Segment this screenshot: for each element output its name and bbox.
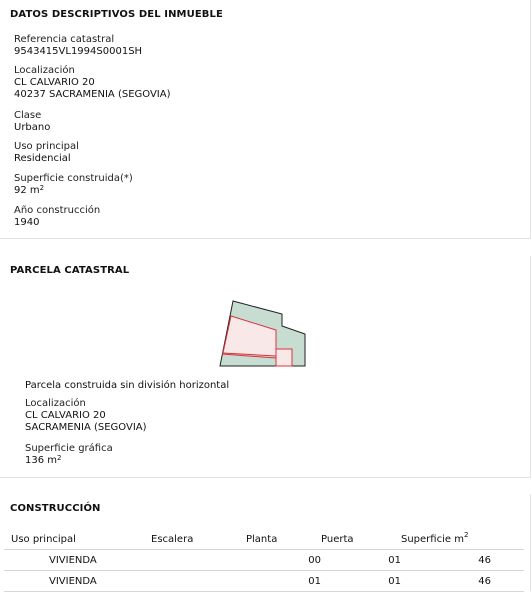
header-planta: Planta [246, 529, 321, 550]
parcela-superficie-value-wrap [25, 455, 113, 467]
cell-spacer [491, 550, 524, 571]
header-uso: Uso principal [4, 529, 151, 550]
parcela-localizacion-label: Localización [25, 398, 86, 409]
parcela-localizacion-field [25, 398, 147, 434]
cell-puerta: 01 [321, 571, 401, 592]
header-spacer [491, 529, 524, 550]
superficie-field [14, 173, 133, 197]
cell-planta: 01 [246, 571, 321, 592]
superficie-unit-sup: 2 [39, 184, 45, 192]
header-superficie [401, 529, 491, 550]
anio-label: Año construcción [14, 205, 101, 216]
header-superficie-label: Superficie m [401, 533, 464, 545]
superficie-label: Superficie construida(*) [14, 173, 133, 184]
cell-planta: 00 [246, 550, 321, 571]
parcela-tipo-field [25, 380, 229, 392]
referencia-value: 9543415VL1994S0001SH [14, 46, 143, 57]
parcela-tipo: Parcela construida sin división horizontal [25, 380, 230, 391]
parcela-localizacion-line2: SACRAMENIA (SEGOVIA) [25, 422, 147, 433]
construccion-table [4, 529, 524, 592]
header-escalera: Escalera [151, 529, 246, 550]
building-small [276, 349, 292, 366]
cell-superficie: 46 [401, 571, 491, 592]
cell-puerta: 01 [321, 550, 401, 571]
datos-descriptivos-title: DATOS DESCRIPTIVOS DEL INMUEBLE [10, 9, 223, 20]
uso-label: Uso principal [14, 141, 79, 152]
header-puerta: Puerta [321, 529, 401, 550]
anio-value: 1940 [14, 217, 40, 228]
parcela-title: PARCELA CATASTRAL [10, 265, 130, 276]
clase-field [14, 110, 50, 134]
clase-value: Urbano [14, 122, 51, 133]
referencia-field [14, 34, 142, 58]
table-row [4, 571, 524, 592]
cell-spacer [491, 571, 524, 592]
superficie-value: 92 m [14, 185, 40, 196]
parcela-superficie-label: Superficie gráfica [25, 443, 113, 454]
construccion-title: CONSTRUCCIÓN [10, 503, 101, 514]
parcela-superficie-value: 136 m [25, 455, 58, 466]
construccion-header-row [4, 529, 524, 550]
parcela-superficie-field [25, 443, 113, 467]
parcela-section [0, 256, 531, 478]
localizacion-field [14, 65, 171, 101]
referencia-label: Referencia catastral [14, 34, 115, 45]
anio-field [14, 205, 100, 229]
parcela-localizacion-line1: CL CALVARIO 20 [25, 410, 106, 421]
cell-escalera [151, 571, 246, 592]
cell-uso: VIVIENDA [4, 571, 151, 592]
table-row [4, 550, 524, 571]
superficie-value-wrap [14, 185, 133, 197]
parcela-superficie-unit-sup: 2 [57, 454, 62, 462]
datos-descriptivos-section [0, 0, 531, 239]
uso-value: Residencial [14, 153, 71, 164]
localizacion-label: Localización [14, 65, 75, 76]
clase-label: Clase [14, 110, 42, 121]
localizacion-line1: CL CALVARIO 20 [14, 77, 95, 88]
localizacion-line2: 40237 SACRAMENIA (SEGOVIA) [14, 89, 171, 100]
cell-escalera [151, 550, 246, 571]
cell-uso: VIVIENDA [4, 550, 151, 571]
cell-superficie: 46 [401, 550, 491, 571]
uso-field [14, 141, 79, 165]
header-superficie-sup: 2 [463, 530, 469, 539]
